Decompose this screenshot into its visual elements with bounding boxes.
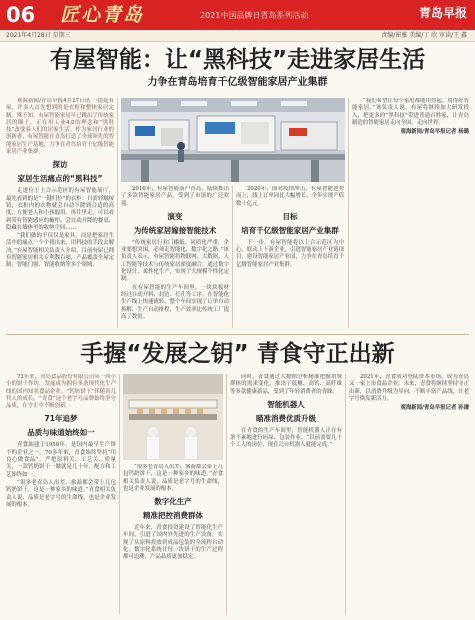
article1-column-2 bbox=[121, 186, 229, 328]
article1-lead: 观海新闻/青岛早报4月27日讯 一提起有屋，许多人首先想到的是衣柜和整体家居定制。殊不知，有屋智能家居早已跳出了传统家居的圈子，正在用工业4.0的理念和“黑科技”改变着人们的居家生活。作为家居行业的创新者，有屋智能在青岛打造了全球领先的智能家居生产基地，力争在青岛培育千亿级智能家居产业集群。 bbox=[6, 98, 114, 156]
article1-column-3 bbox=[236, 186, 344, 328]
column-rule bbox=[232, 186, 233, 328]
section-tagline: 2021中国品牌日青岛系列活动 bbox=[200, 11, 309, 20]
column-rule bbox=[119, 374, 120, 614]
article2-section2-title: 数字化生产 bbox=[154, 497, 192, 507]
article1-paragraph: “传统家居行业门槛低、同质化严重，企业要想突围，必须走智能化、数字化之路。”该负责人表示，有屋智能将物联网、大数据、人工智能等技术与传统家居深度融合，通过数字化设计、柔性化生产，实现了大规模个性化定制。 bbox=[121, 239, 229, 283]
column-rule bbox=[117, 98, 118, 328]
article1-paragraph: “我们做的不仅仅是家具，而是把家居生活中的痛点一个个找出来，用科技的手段去解决。”有屋智能相关负责人介绍，目前有屋已拥有智能家居相关专利数百项，产品覆盖全屋定制、智能门窗、智能收纳等多个领域。 bbox=[6, 233, 114, 269]
article2-section3-subtitle: 瞄准消费优质升级 bbox=[256, 413, 316, 423]
article1-credit: 观海新闻/青岛早报记者 杨璐 bbox=[400, 129, 469, 136]
issue-date: 2021年4月28日 星期三 bbox=[6, 32, 71, 39]
article2-paragraph: “很多老青岛人出差、旅游都会带上几包钙奶饼干，这是一种家乡的味道。”青食相关负责人说，品质是老字号的生命线，也是企业发展的根本。 bbox=[123, 464, 223, 492]
article2-column-1 bbox=[6, 374, 116, 614]
article1-column-1 bbox=[6, 98, 114, 328]
article2-section1-subtitle: 品质与味道始终如一 bbox=[27, 428, 95, 438]
article1-section1-title: 探访 bbox=[52, 160, 68, 170]
article1-section3-title: 目标 bbox=[282, 211, 298, 221]
article2-credit: 观海新闻/青岛早报记者 孙谦 bbox=[400, 405, 469, 412]
article1-paragraph: 下一步，有屋智能将以上合示范区为中心，联动上下游企业，引进智能家居产业链项目，建设智能家居产业园，力争在青岛培育千亿级智能家居产业集群。 bbox=[236, 239, 344, 268]
article2-paragraph: 在青食的生产车间里，智能机器人正在有条不紊地进行码垛、包装作业。“以前需要几十个工人的岗位，现在几台机器人就能完成。” bbox=[230, 427, 342, 449]
column-rule bbox=[348, 98, 349, 328]
article1-column-4 bbox=[352, 98, 469, 328]
article1-factory-photo bbox=[121, 98, 345, 182]
date-bar bbox=[0, 30, 475, 42]
article1-section2-title: 演变 bbox=[167, 211, 183, 221]
factory-photo-illustration bbox=[121, 98, 345, 182]
article2-paragraph: 青食始建于1950年，是国内最早生产饼干的企业之一。70多年来，青食始终坚持“用良心做食品”，严把原料关、工艺关、质量关，一款钙奶饼干一做就是几十年，配方和工艺始终如一。 bbox=[6, 442, 116, 478]
article1-section1-subtitle: 家居生活痛点的“黑科技” bbox=[17, 174, 103, 184]
article1-paragraph: 2016年，有屋智能落户青岛，陆续推出了多款智能家居产品，受到了市场的广泛欢迎。 bbox=[121, 186, 229, 207]
article2-paragraph: 近年来，青食投资建设了智能化生产车间，引进了国内外先进的生产设备，实现了从原料投放到成品包装的全流程自动化。数字化系统让每一块饼干的生产过程都可追溯，产品品质更加稳定。 bbox=[123, 525, 223, 561]
article1-headline: 有屋智能：让“黑科技”走进家居生活 bbox=[49, 47, 426, 73]
article2-lead: 71年来，青岛食品股份有限公司从一间小小的饼干作坊，发展成为拥有多条现代化生产线的国内知名食品企业。“钙奶饼干”伴随着几代人的成长，“青食”这个老字号品牌始终坚守品质，在守正中不断创新。 bbox=[6, 374, 116, 410]
article1-paragraph: “我们希望让每个家庭都能用得起、用得好智能家居。”该负责人说，有屋将继续加大研发投入，把更多的“黑科技”带进普通百姓家，让青岛制造的智能家居走向全国、走向世界。 bbox=[352, 98, 469, 126]
article2-column-3 bbox=[230, 374, 342, 614]
article2-section1-title: 71年追梦 bbox=[44, 414, 78, 424]
column-rule bbox=[345, 374, 346, 614]
article1-section3-subtitle: 培育千亿级智能家居产业集群 bbox=[241, 225, 339, 235]
newspaper-logo: 青岛早报 bbox=[418, 6, 467, 20]
article1-paragraph: 走进位于上合示范区的有屋智能展厅，最先看到的是“一键归位”的衣柜：只需轻触按钮，衣柜内的衣物就会自动下降到合适的高度，方便老人和小孩取用。再往里走，可以看到带有智能感应的橱柜、会自动升降的餐桌、隐藏在墙体里的收纳空间…… bbox=[6, 188, 114, 231]
page-number: 06 bbox=[6, 3, 36, 27]
article2-paragraph: 同时，青食通过大数据分析精准把握消费群体的需求变化，推出了低糖、高钙、高纤维等多款健康新品，受到了年轻消费者的青睐。 bbox=[230, 374, 342, 395]
article2-column-2 bbox=[123, 464, 223, 614]
article2-paragraph: “很多老青岛人出差、旅游都会带上几包钙奶饼干，这是一种家乡的味道。”青食相关负责人说，品质是老字号的生命线，也是企业发展的根本。 bbox=[6, 479, 116, 508]
article-divider bbox=[6, 334, 469, 335]
article1-paragraph: 2020年，面对疫情冲击，有屋智能逆势而上，线上订单同比大幅增长，全年实现产值数十亿元。 bbox=[236, 186, 344, 207]
production-photo-illustration bbox=[123, 374, 223, 460]
column-rule bbox=[226, 374, 227, 614]
masthead-bar bbox=[0, 0, 475, 30]
article2-section3-title: 智能机器人 bbox=[267, 399, 305, 409]
article2-column-4 bbox=[349, 374, 469, 614]
editor-credits: 责编/崔雅 美编/丁 欣 审读/王 鑫 bbox=[381, 32, 467, 39]
article2-paragraph: 2021年，青食成功登陆资本市场，成为青岛又一家上市食品企业。未来，青食将继续坚持守正出新，以消费升级为导向，不断丰富产品线，让老字号焕发新活力。 bbox=[349, 374, 469, 402]
article2-production-photo bbox=[123, 374, 223, 460]
article2-headline: 手握“发展之钥” 青食守正出新 bbox=[80, 341, 395, 367]
article1-section2-subtitle: 为传统家居嫁接智能技术 bbox=[133, 225, 217, 235]
article2-section2-subtitle: 精准把控消费群体 bbox=[143, 511, 203, 521]
article1-paragraph: 在有屋智能的生产车间里，一块块板材经过自动开料、封边、打孔等工序，在智能化生产线上快速流转。整个车间实现了订单自动拆解、生产自动排程，生产效率比传统工厂提高了数倍。 bbox=[121, 284, 229, 320]
article1-subheadline: 力争在青岛培育千亿级智能家居产业集群 bbox=[147, 77, 328, 88]
section-brand: 匠心青岛 bbox=[60, 4, 145, 26]
